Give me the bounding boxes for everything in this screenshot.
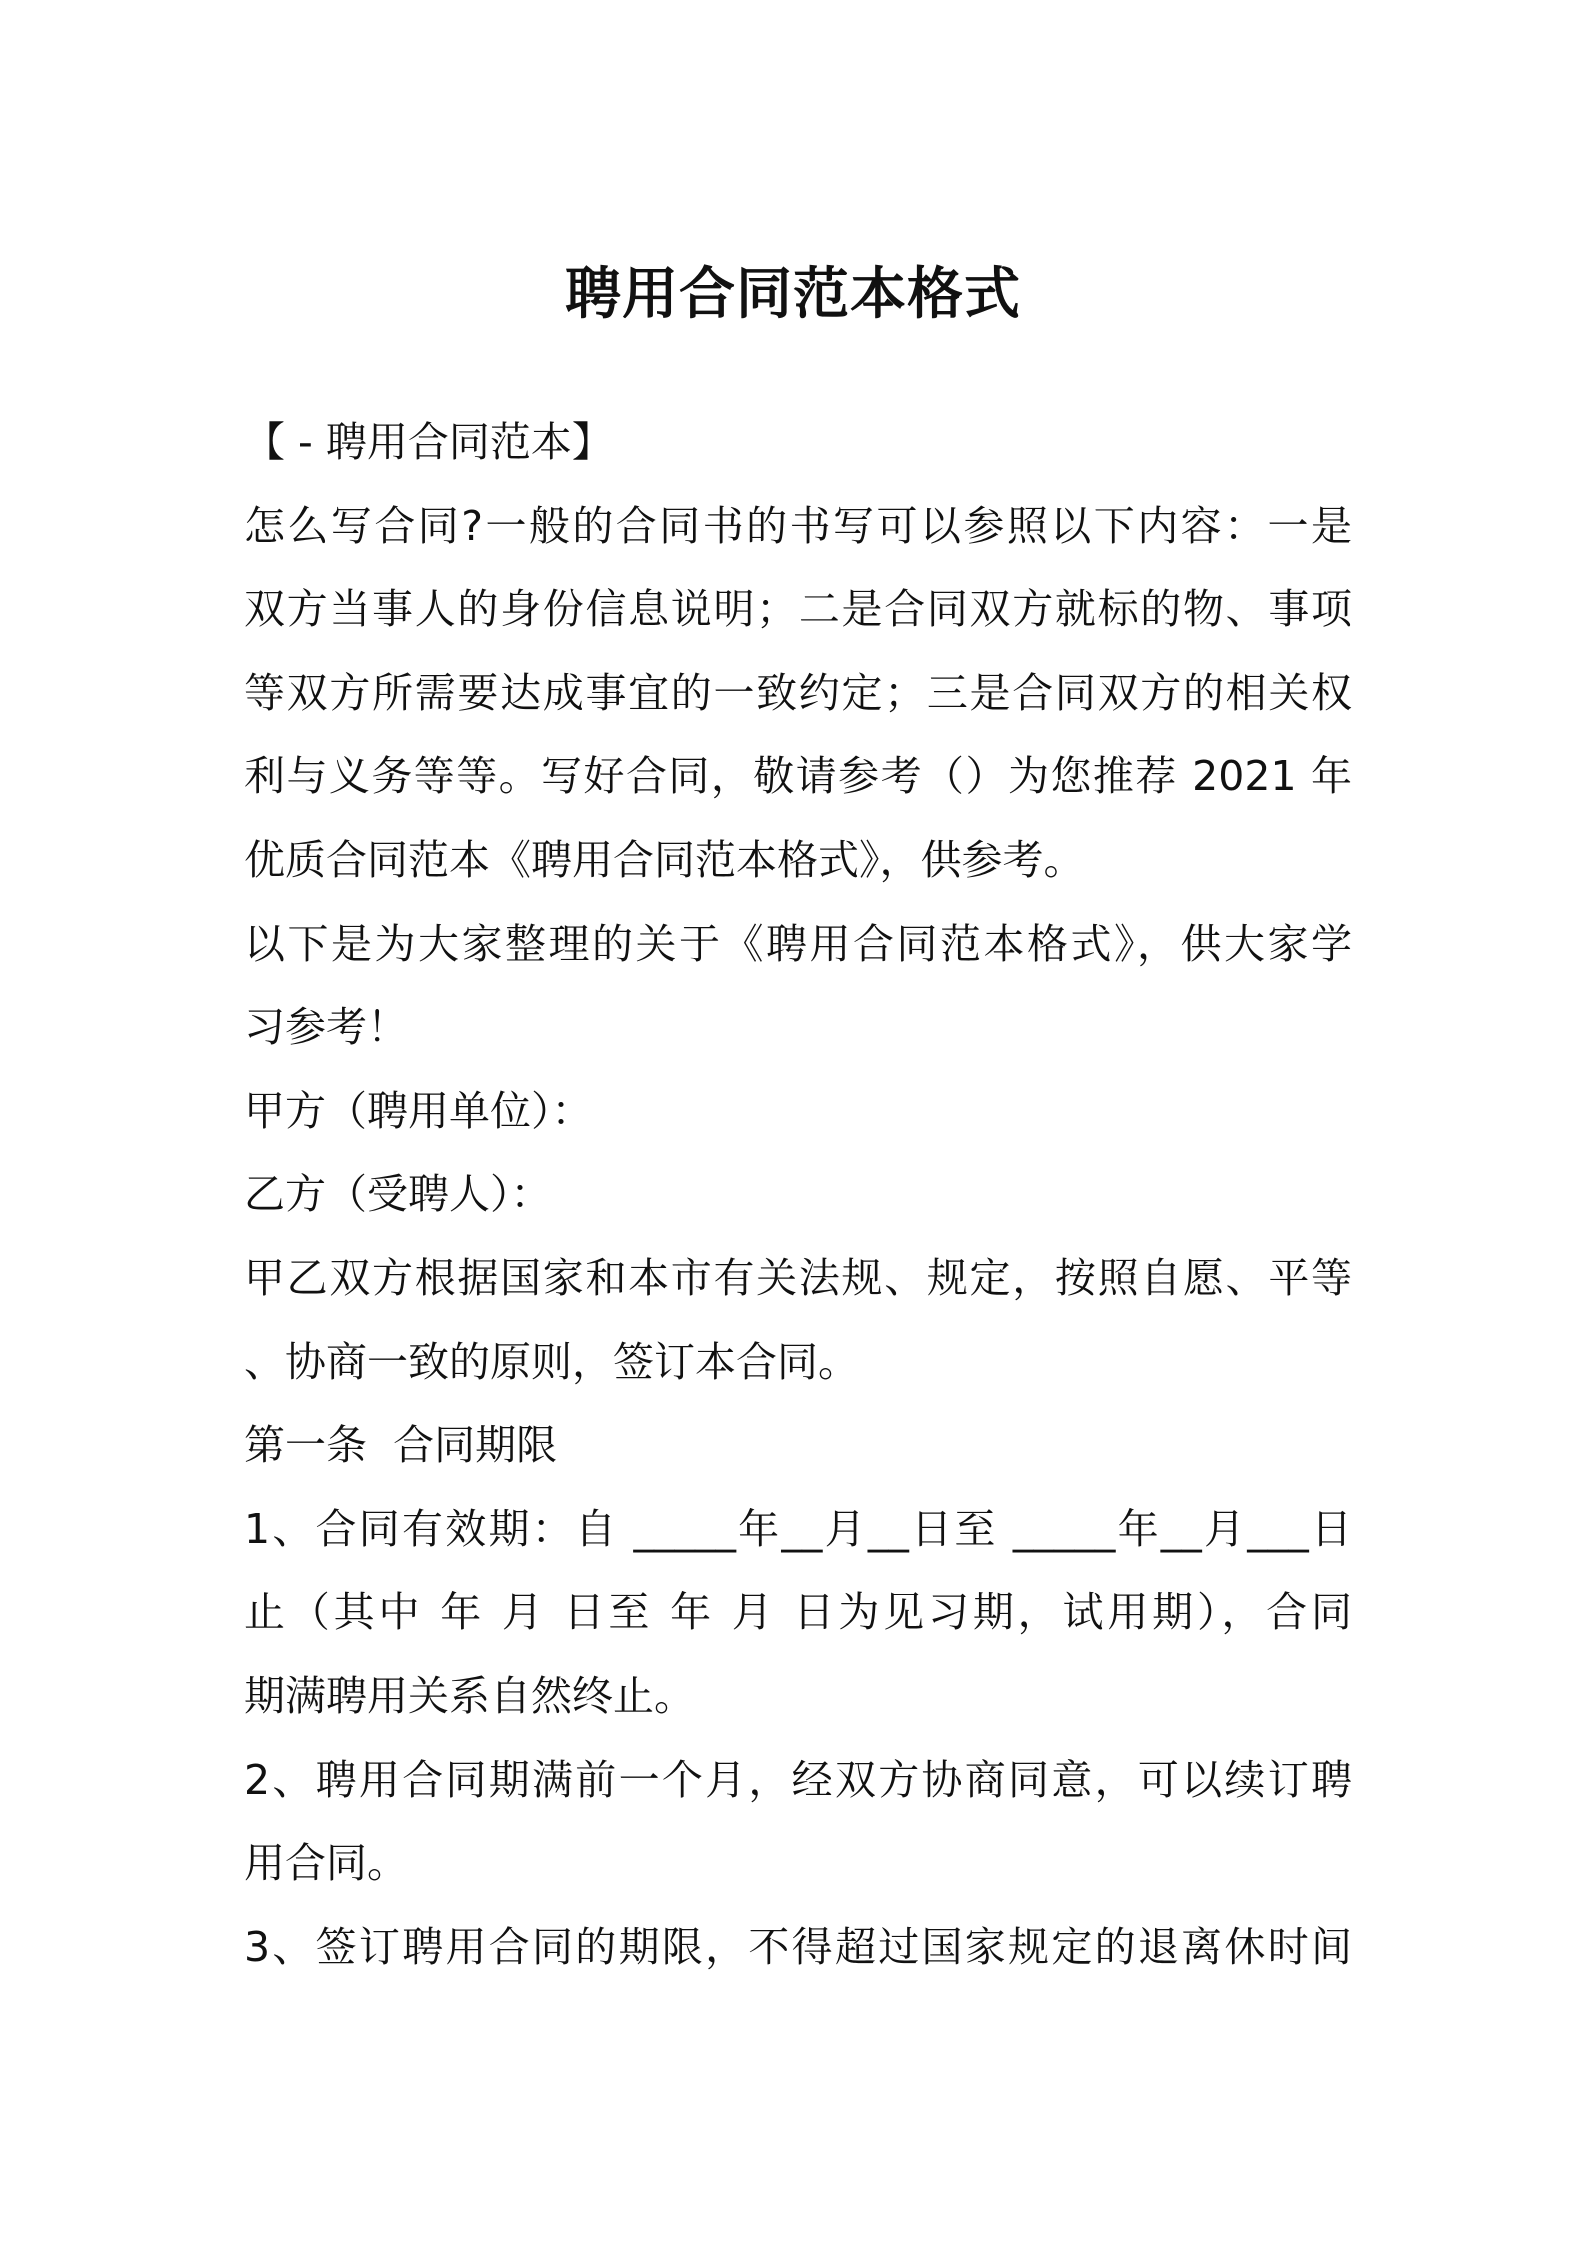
paragraph-line: 双方当事人的身份信息说明；二是合同双方就标的物、事项 bbox=[244, 585, 1352, 634]
clause-line: 止（其中 年 月 日至 年 月 日为见习期，试用期），合同 bbox=[244, 1588, 1352, 1637]
paragraph-line: 利与义务等等。写好合同，敬请参考（）为您推荐 2021 年 bbox=[244, 752, 1352, 801]
document-body bbox=[244, 401, 1352, 1989]
clause-line: 期满聘用关系自然终止。 bbox=[244, 1671, 695, 1720]
section-heading: 【 - 聘用合同范本】 bbox=[244, 418, 613, 466]
paragraph-line: 怎么写合同?一般的合同书的书写可以参照以下内容：一是 bbox=[244, 501, 1352, 550]
paragraph-line: 、协商一致的原则，签订本合同。 bbox=[244, 1337, 859, 1386]
clause-line: 2、聘用合同期满前一个月，经双方协商同意，可以续订聘 bbox=[244, 1755, 1352, 1804]
party-b-line: 乙方（受聘人）： bbox=[244, 1170, 552, 1219]
clause-line: 1、合同有效期：自 _____年__月__日至 _____年__月___日 bbox=[244, 1504, 1352, 1553]
paragraph-line: 以下是为大家整理的关于《聘用合同范本格式》，供大家学 bbox=[244, 919, 1352, 968]
paragraph-line: 习参考！ bbox=[244, 1003, 408, 1052]
paragraph-line: 优质合同范本《聘用合同范本格式》，供参考。 bbox=[244, 835, 1085, 884]
clause-line: 3、签订聘用合同的期限，不得超过国家规定的退离休时间 bbox=[244, 1922, 1352, 1971]
document-title: 聘用合同范本格式 bbox=[565, 262, 1021, 327]
party-a-line: 甲方（聘用单位）： bbox=[244, 1086, 593, 1135]
paragraph-line: 等双方所需要达成事宜的一致约定；三是合同双方的相关权 bbox=[244, 668, 1352, 717]
paragraph-line: 甲乙双方根据国家和本市有关法规、规定，按照自愿、平等 bbox=[244, 1253, 1352, 1302]
article-heading: 第一条 合同期限 bbox=[244, 1421, 558, 1470]
clause-line: 用合同。 bbox=[244, 1839, 408, 1888]
